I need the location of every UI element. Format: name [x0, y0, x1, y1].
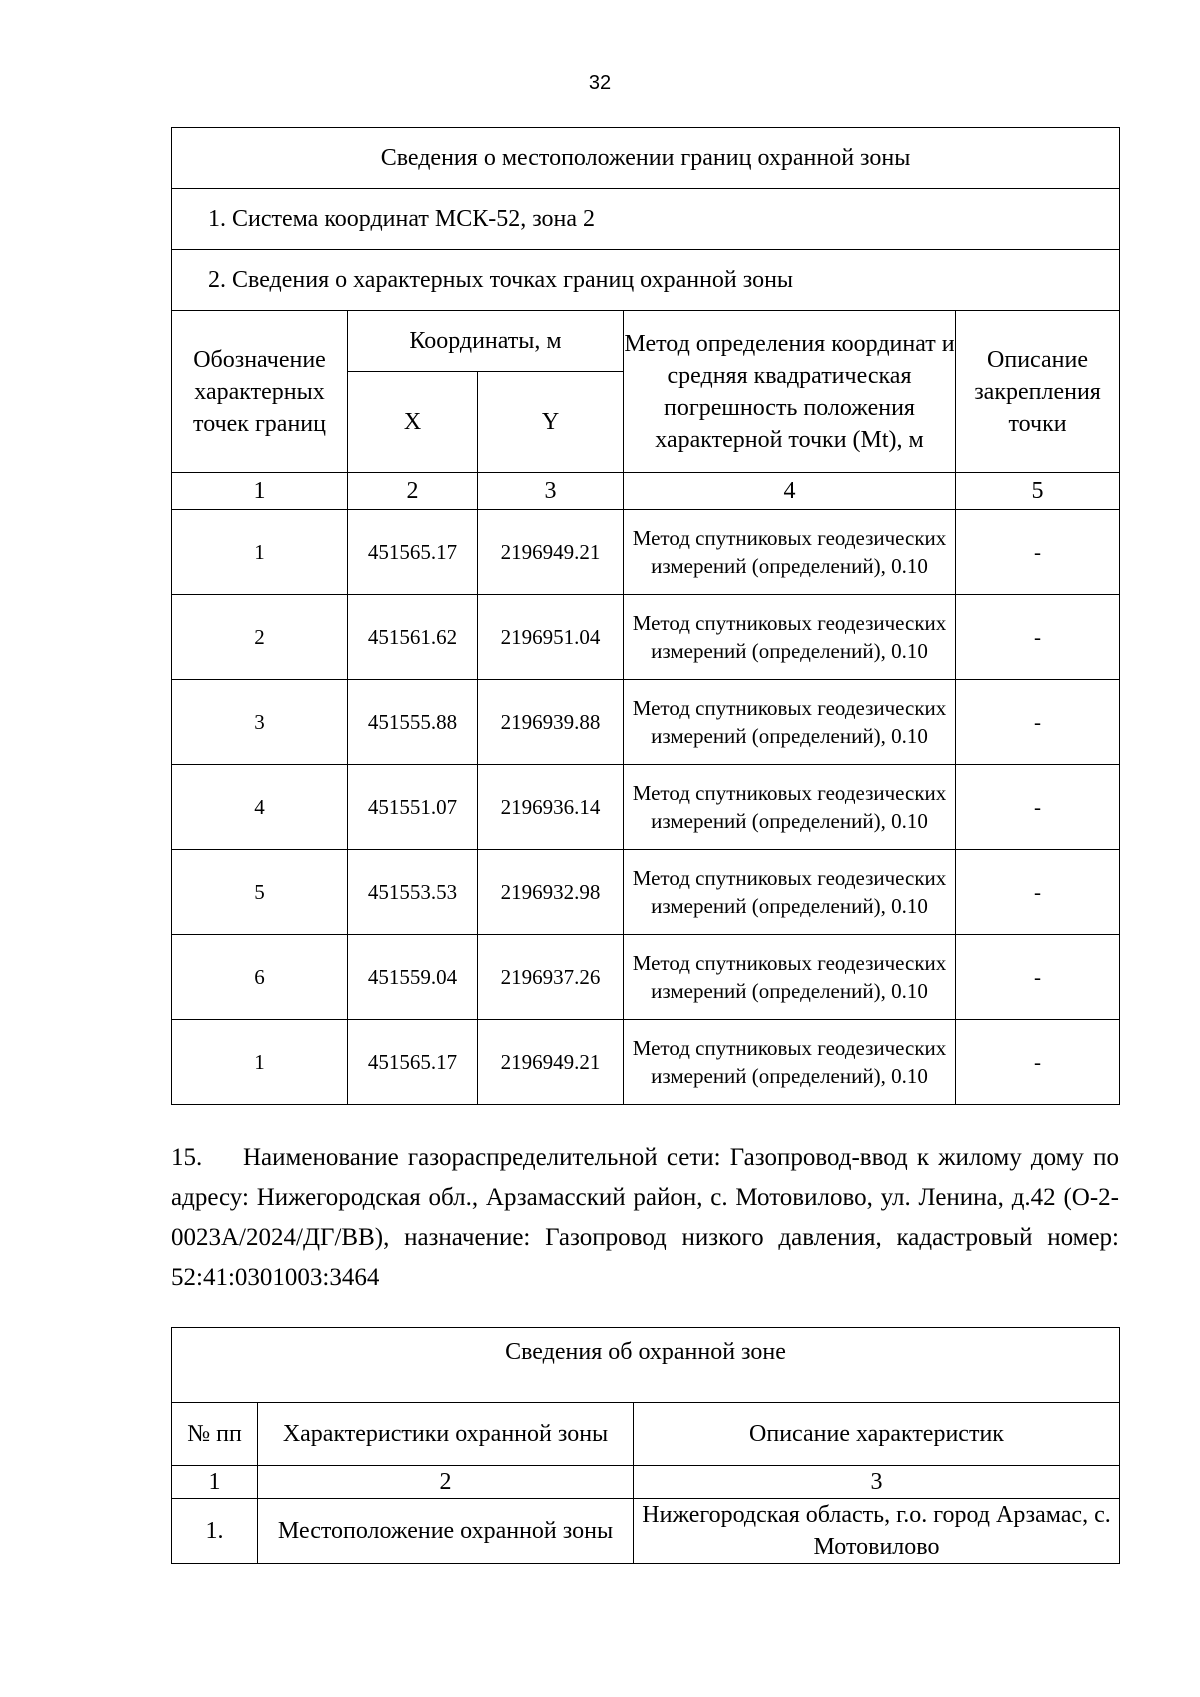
header-description: Описание закрепления точки	[956, 311, 1120, 473]
column-number: 1	[172, 473, 348, 510]
coord-x: 451565.17	[348, 510, 478, 595]
table-title: Сведения об охранной зоне	[172, 1328, 1120, 1403]
method: Метод спутниковых геодезических измерений (определений), 0.10	[624, 1020, 956, 1105]
point-description: -	[956, 1020, 1120, 1105]
table-row	[172, 850, 1120, 935]
table-row	[172, 935, 1120, 1020]
table-row	[172, 680, 1120, 765]
table-row	[172, 765, 1120, 850]
method: Метод спутниковых геодезических измерений (определений), 0.10	[624, 850, 956, 935]
table-row	[172, 595, 1120, 680]
coord-y: 2196949.21	[478, 510, 624, 595]
coordinate-system: 1. Система координат МСК-52, зона 2	[172, 189, 1120, 250]
coord-y: 2196932.98	[478, 850, 624, 935]
point-id: 1	[172, 510, 348, 595]
point-description: -	[956, 680, 1120, 765]
point-id: 5	[172, 850, 348, 935]
point-description: -	[956, 595, 1120, 680]
header-x: X	[348, 372, 478, 473]
column-number: 3	[634, 1466, 1120, 1499]
method: Метод спутниковых геодезических измерений (определений), 0.10	[624, 765, 956, 850]
coord-y: 2196939.88	[478, 680, 624, 765]
coord-x: 451555.88	[348, 680, 478, 765]
protected-zone-table	[171, 1327, 1120, 1564]
point-id: 4	[172, 765, 348, 850]
column-number: 2	[348, 473, 478, 510]
method: Метод спутниковых геодезических измерений (определений), 0.10	[624, 680, 956, 765]
row-number: 1.	[172, 1499, 258, 1564]
header-designation: Обозначение характерных точек границ	[172, 311, 348, 473]
header-method: Метод определения координат и средняя квадратическая погрешность положения характерной точки (Mt), м	[624, 311, 956, 473]
point-description: -	[956, 510, 1120, 595]
coord-y: 2196937.26	[478, 935, 624, 1020]
table-row	[172, 1020, 1120, 1105]
header-description: Описание характеристик	[634, 1403, 1120, 1466]
point-id: 1	[172, 1020, 348, 1105]
point-id: 2	[172, 595, 348, 680]
column-number: 3	[478, 473, 624, 510]
header-characteristics: Характеристики охранной зоны	[258, 1403, 634, 1466]
coord-x: 451559.04	[348, 935, 478, 1020]
header-num: № пп	[172, 1403, 258, 1466]
method: Метод спутниковых геодезических измерений (определений), 0.10	[624, 510, 956, 595]
characteristic-description: Нижегородская область, г.о. город Арзамас, с. Мотовилово	[634, 1499, 1120, 1564]
method: Метод спутниковых геодезических измерений (определений), 0.10	[624, 935, 956, 1020]
point-id: 3	[172, 680, 348, 765]
table-title: Сведения о местоположении границ охранной зоны	[172, 128, 1120, 189]
coord-x: 451551.07	[348, 765, 478, 850]
column-number: 2	[258, 1466, 634, 1499]
boundary-coordinates-table	[171, 127, 1120, 1105]
column-number: 1	[172, 1466, 258, 1499]
column-number: 5	[956, 473, 1120, 510]
header-y: Y	[478, 372, 624, 473]
item-text: Наименование газораспределительной сети: Газопровод-ввод к жилому дому по адресу: Нижегородская обл., Арзамасский район, с. Мотовилово, ул. Ленина, д.42 (О-2-0023А/2024/ДГ/ВВ), назначение: Газопровод низкого давления, кадастровый номер: 52:41:0301003:3464	[171, 1144, 1119, 1291]
coord-x: 451553.53	[348, 850, 478, 935]
item-15-paragraph	[171, 1138, 1119, 1298]
characteristic: Местоположение охранной зоны	[258, 1499, 634, 1564]
point-id: 6	[172, 935, 348, 1020]
coord-y: 2196949.21	[478, 1020, 624, 1105]
point-description: -	[956, 765, 1120, 850]
coord-y: 2196951.04	[478, 595, 624, 680]
method: Метод спутниковых геодезических измерений (определений), 0.10	[624, 595, 956, 680]
coord-x: 451561.62	[348, 595, 478, 680]
column-number: 4	[624, 473, 956, 510]
header-coordinates: Координаты, м	[348, 311, 624, 372]
coord-x: 451565.17	[348, 1020, 478, 1105]
points-section-title: 2. Сведения о характерных точках границ охранной зоны	[172, 250, 1120, 311]
table-row	[172, 510, 1120, 595]
point-description: -	[956, 935, 1120, 1020]
table-row	[172, 1499, 1120, 1564]
coord-y: 2196936.14	[478, 765, 624, 850]
page-number: 32	[588, 72, 612, 94]
item-number: 15.	[171, 1144, 203, 1171]
point-description: -	[956, 850, 1120, 935]
